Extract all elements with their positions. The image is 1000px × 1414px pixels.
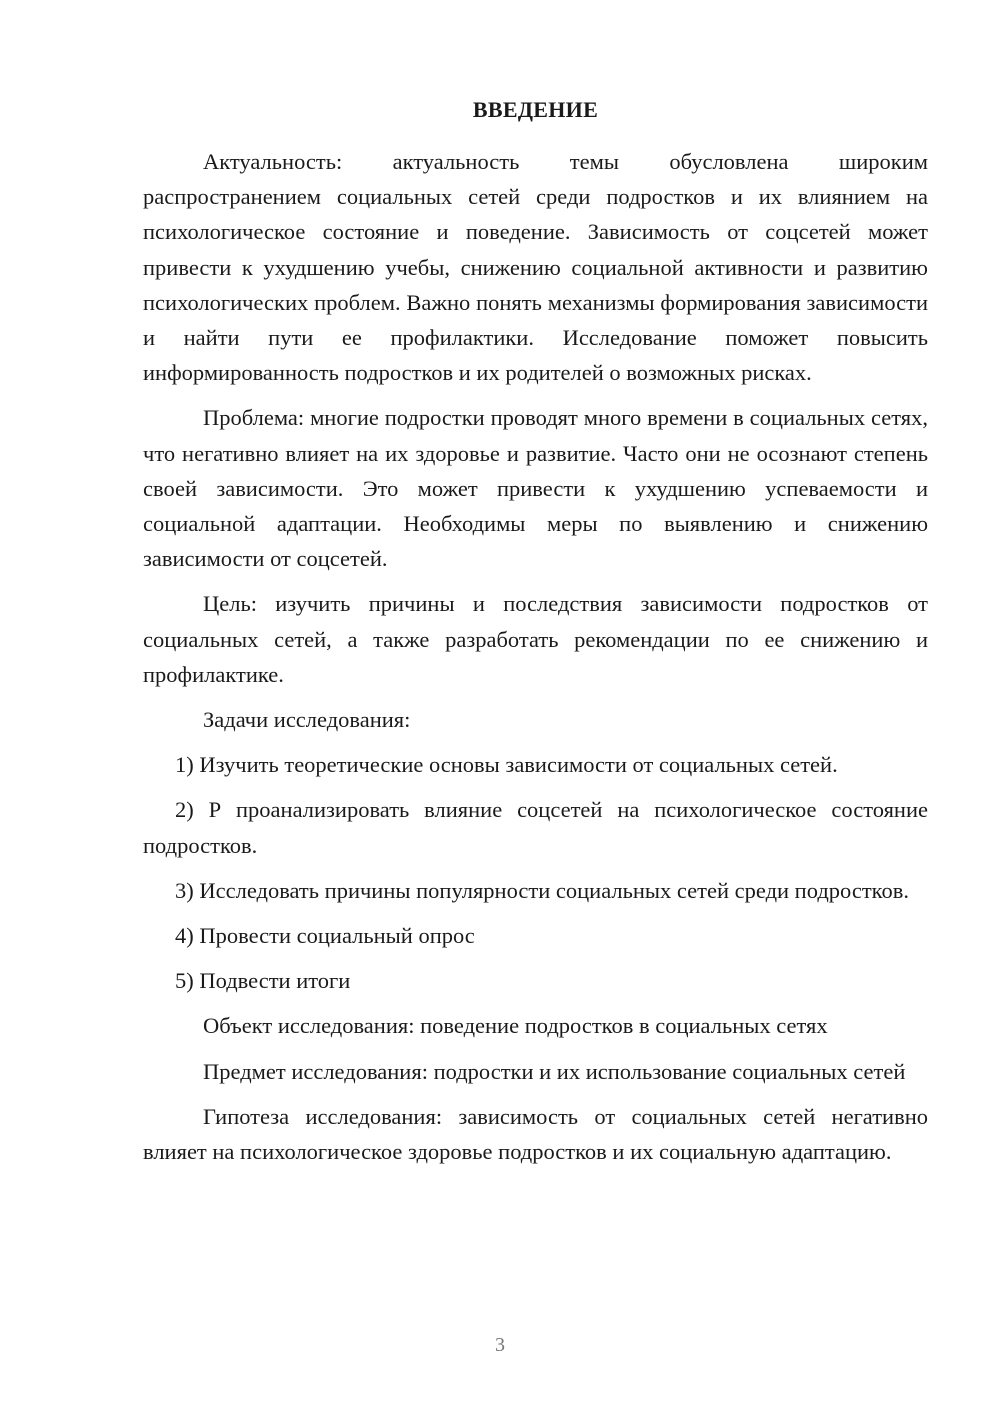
task-item-4: 4) Провести социальный опрос [175, 923, 475, 949]
paragraph-problem: Проблема: многие подростки проводят много времени в социальных сетях, что негативно влияет на их здоровье и развитие. Часто они не осознают степень своей зависимости. Это может привести к ухудшению успеваемости и социальной адаптации. Необходимы меры по выявлению и снижению зависимости от соцсетей. [143, 405, 928, 572]
paragraph-subject: Предмет исследования: подростки и их использование социальных сетей [203, 1058, 906, 1084]
paragraph-hypothesis: Гипотеза исследования: зависимость от социальных сетей негативно влияет на психологическое здоровье подростков и их социальную адаптацию. [143, 1103, 928, 1165]
task-item-3: 3) Исследовать причины популярности социальных сетей среди подростков. [175, 877, 909, 903]
page-number: 3 [495, 1334, 505, 1356]
paragraph-goal: Цель: изучить причины и последствия зависимости подростков от социальных сетей, а также разработать рекомендации по ее снижению и профилактике. [143, 591, 928, 687]
document-page [143, 92, 928, 1179]
section-heading: ВВЕДЕНИЕ [472, 97, 599, 122]
paragraph-relevance: Актуальность: актуальность темы обусловлена широким распространением социальных сетей среди подростков и их влиянием на психологическое состояние и поведение. Зависимость от соцсетей может привести к ухудшению учебы, снижению социальной активности и развитию психологических проблем. Важно понять механизмы формирования зависимости и найти пути ее профилактики. Исследование поможет повысить информированность подростков и их родителей о возможных рисках. [143, 149, 928, 386]
paragraph-tasks-title: Задачи исследования: [203, 707, 411, 733]
task-item-1: 1) Изучить теоретические основы зависимости от социальных сетей. [175, 752, 838, 778]
paragraph-object: Объект исследования: поведение подростков в социальных сетях [203, 1013, 828, 1039]
task-item-2: 2) Р проанализировать влияние соцсетей на психологическое состояние подростков. [143, 797, 928, 858]
task-item-5: 5) Подвести итоги [175, 968, 351, 994]
